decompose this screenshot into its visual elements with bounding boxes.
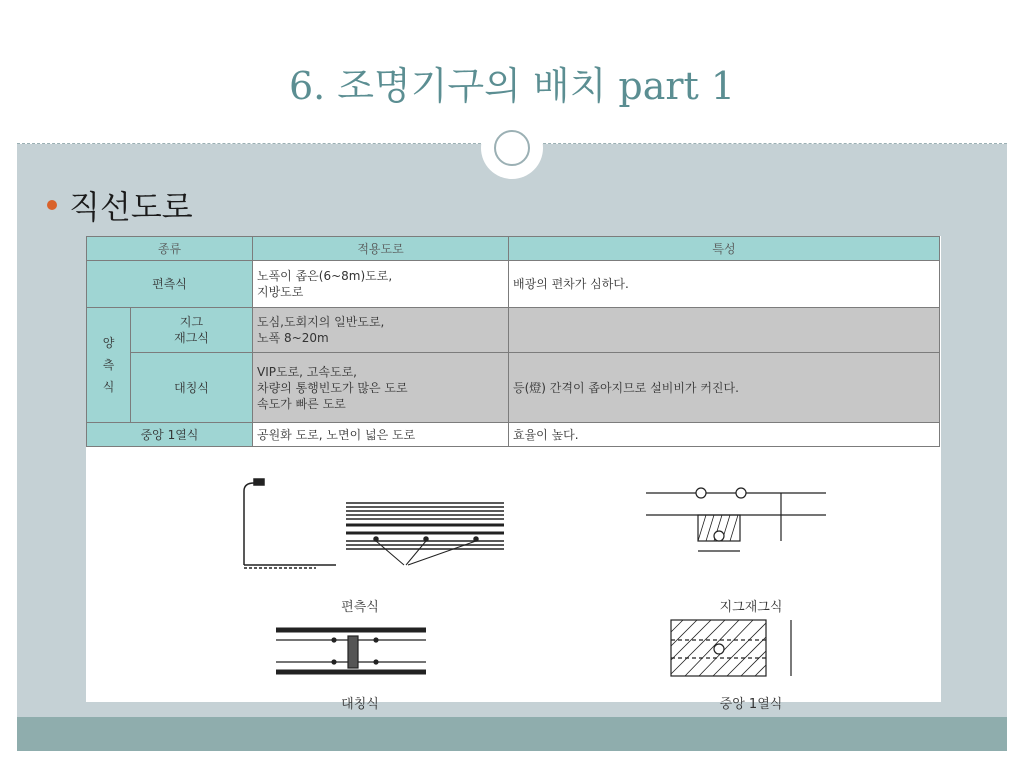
- bullet-text: 직선도로: [69, 188, 193, 226]
- lighting-arrangement-table: [86, 236, 940, 447]
- zigzag-label: 지그재그식: [719, 600, 783, 615]
- row-zigzag-road-line2: 노폭 8~20m: [257, 331, 329, 345]
- slide-title: 6. 조명기구의 배치 part 1: [288, 64, 736, 108]
- row-opposite-type: 대칭식: [131, 353, 253, 423]
- row-central-type: 중앙 1열식: [87, 423, 253, 447]
- bullet-item: [47, 182, 193, 228]
- row-single-road-line1: 노폭이 좁은(6~8m)도로,: [257, 269, 393, 283]
- row-opposite-road-line2: 차량의 통행빈도가 많은 도로: [257, 380, 408, 395]
- row-zigzag-type-line2: 재그식: [174, 331, 209, 345]
- row-opposite-road-line3: 속도가 빠른 도로: [257, 396, 346, 411]
- row-group-type-text: 양측식: [102, 336, 115, 394]
- row-central-road: 공원화 도로, 노면이 넓은 도로: [253, 423, 509, 447]
- slide: [17, 17, 1007, 751]
- header-road: 적용도로: [253, 237, 509, 261]
- single-side-diagram: [226, 473, 506, 583]
- row-single-road: [253, 261, 509, 308]
- header-type: 종류: [87, 237, 253, 261]
- header-feature: 특성: [509, 237, 940, 261]
- table-header-row: [87, 237, 940, 261]
- title-divider-ring-inner: [494, 130, 530, 166]
- row-zigzag-road: [253, 308, 509, 353]
- single-side-label: 편측식: [341, 600, 379, 615]
- row-zigzag-road-line1: 도심,도회지의 일반도로,: [257, 315, 385, 329]
- row-zigzag-feature: [509, 308, 940, 353]
- table-row: [87, 423, 940, 447]
- central-row-diagram: [646, 618, 876, 688]
- row-central-feature: 효율이 높다.: [509, 423, 940, 447]
- row-zigzag-type: [131, 308, 253, 353]
- row-opposite-feature: 등(燈) 간격이 좁아지므로 설비비가 커진다.: [509, 353, 940, 423]
- opposite-label: 대칭식: [341, 697, 379, 712]
- row-group-type: [87, 308, 131, 423]
- opposite-diagram: [276, 626, 426, 676]
- row-opposite-road-line1: VIP도로, 고속도로,: [257, 364, 357, 379]
- table-row: [87, 308, 940, 353]
- footer-band: [17, 717, 1007, 751]
- central-row-label: 중앙 1열식: [719, 697, 783, 712]
- table-row: [87, 353, 940, 423]
- row-opposite-road: [253, 353, 509, 423]
- bullet-dot-icon: [47, 200, 57, 210]
- zigzag-diagram: [646, 481, 876, 566]
- row-single-type: 편측식: [87, 261, 253, 308]
- row-zigzag-type-line1: 지그: [179, 315, 204, 329]
- row-single-feature: 배광의 편차가 심하다.: [509, 261, 940, 308]
- scanned-document: [86, 236, 941, 712]
- row-single-road-line2: 지방도로: [257, 285, 304, 299]
- table-row: [87, 261, 940, 308]
